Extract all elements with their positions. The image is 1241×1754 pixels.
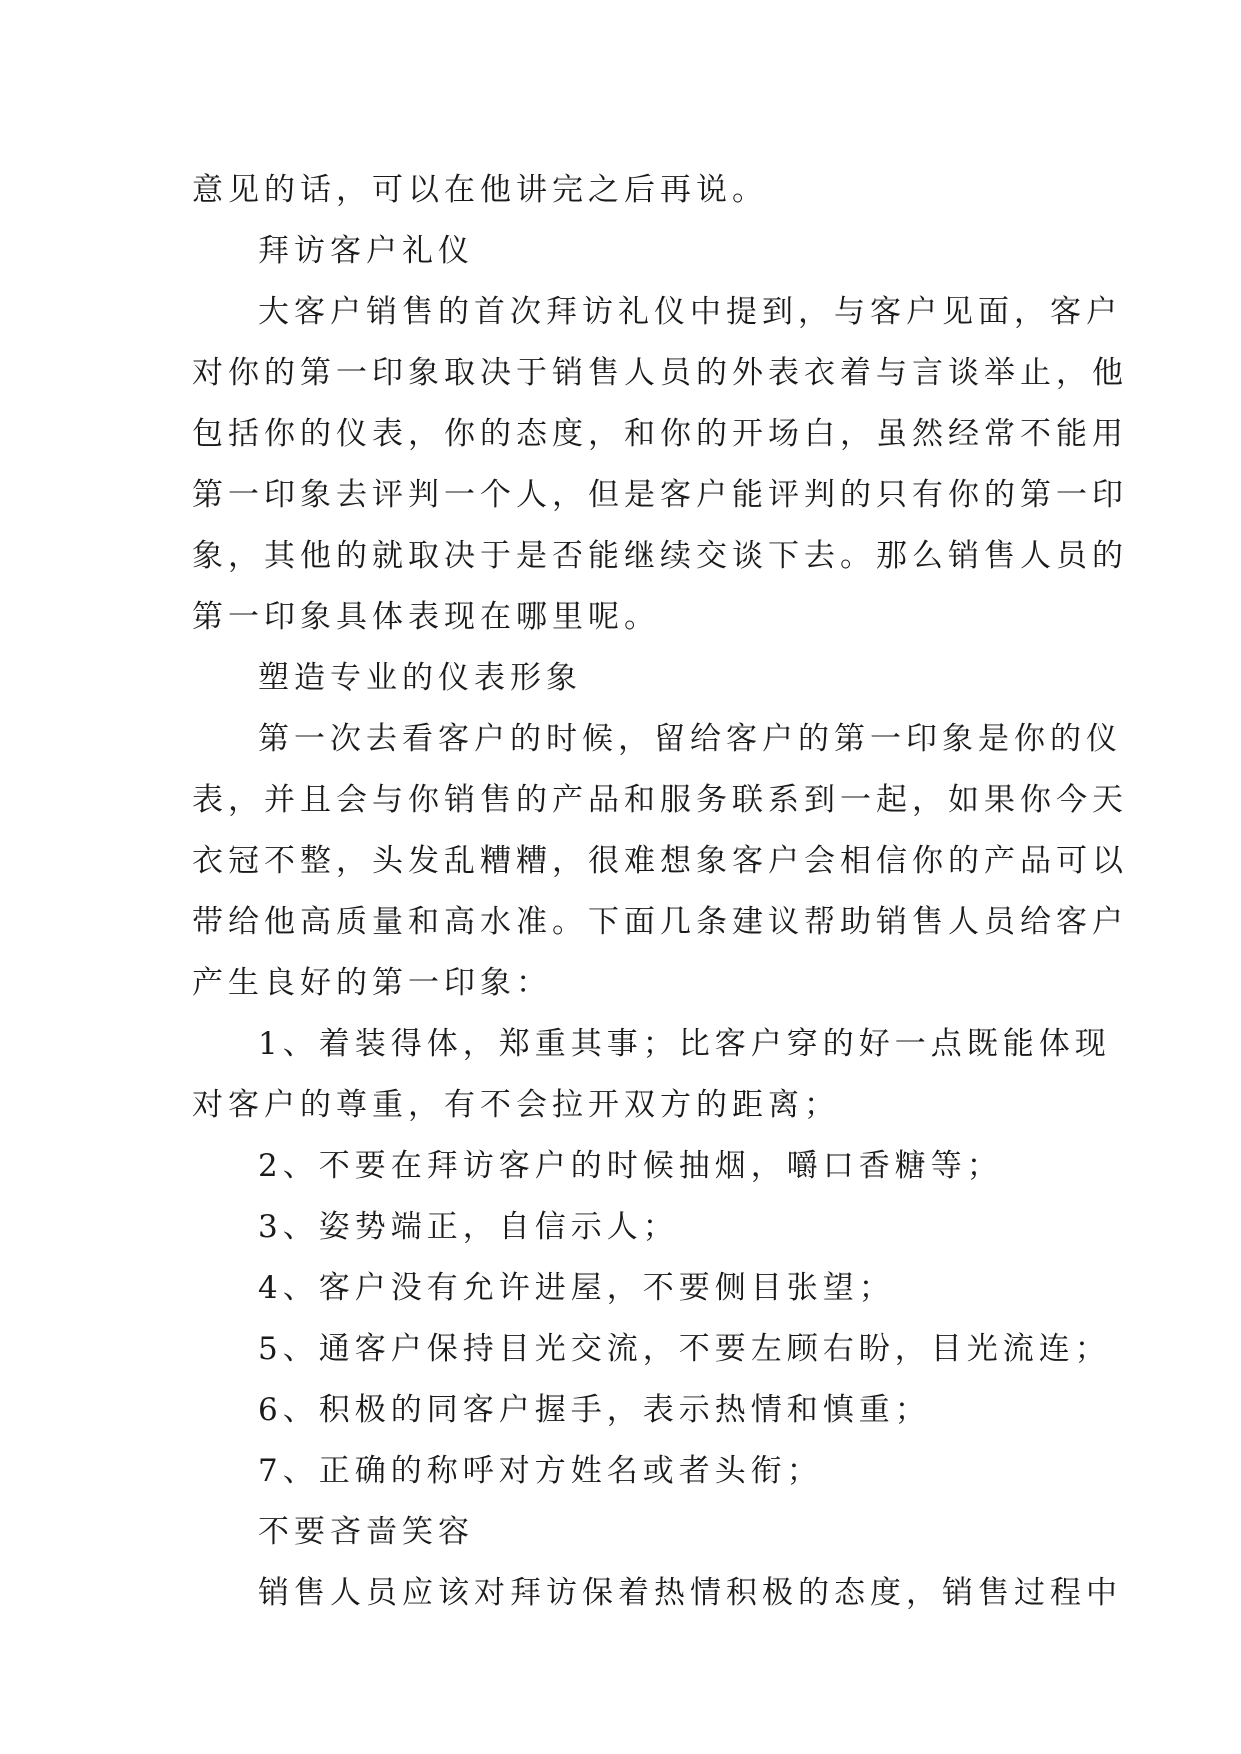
paragraph-line: 对你的第一印象取决于销售人员的外表衣着与言谈举止，他: [192, 355, 1128, 391]
list-item: 6、积极的同客户握手，表示热情和慎重；: [258, 1392, 931, 1428]
section-heading: 拜访客户礼仪: [258, 233, 474, 269]
list-item: 4、客户没有允许进屋，不要侧目张望；: [258, 1270, 895, 1306]
paragraph-line: 销售人员应该对拜访保着热情积极的态度，销售过程中: [258, 1575, 1122, 1611]
list-item: 2、不要在拜访客户的时候抽烟，嚼口香糖等；: [258, 1148, 1003, 1184]
paragraph-line: 表，并且会与你销售的产品和服务联系到一起，如果你今天: [192, 782, 1128, 818]
section-heading: 塑造专业的仪表形象: [258, 660, 582, 696]
paragraph-line: 大客户销售的首次拜访礼仪中提到，与客户见面，客户: [258, 294, 1122, 330]
paragraph-line: 产生良好的第一印象：: [192, 965, 552, 1001]
paragraph-line: 第一次去看客户的时候，留给客户的第一印象是你的仪: [258, 721, 1122, 757]
list-item: 1、着装得体，郑重其事；比客户穿的好一点既能体现: [258, 1026, 1111, 1062]
paragraph-line: 象，其他的就取决于是否能继续交谈下去。那么销售人员的: [192, 538, 1128, 574]
paragraph-line: 衣冠不整，头发乱糟糟，很难想象客户会相信你的产品可以: [192, 843, 1128, 879]
paragraph-line: 带给他高质量和高水准。下面几条建议帮助销售人员给客户: [192, 904, 1128, 940]
list-item: 7、正确的称呼对方姓名或者头衔；: [258, 1453, 823, 1489]
section-heading: 不要吝啬笑容: [258, 1514, 474, 1550]
paragraph-line: 意见的话，可以在他讲完之后再说。: [192, 172, 768, 208]
list-item-continuation: 对客户的尊重，有不会拉开双方的距离；: [192, 1087, 840, 1123]
list-item: 3、姿势端正，自信示人；: [258, 1209, 679, 1245]
paragraph-line: 第一印象去评判一个人，但是客户能评判的只有你的第一印: [192, 477, 1128, 513]
paragraph-line: 包括你的仪表，你的态度，和你的开场白，虽然经常不能用: [192, 416, 1128, 452]
paragraph-line: 第一印象具体表现在哪里呢。: [192, 599, 660, 635]
list-item: 5、通客户保持目光交流，不要左顾右盼，目光流连；: [258, 1331, 1111, 1367]
document-body: [192, 160, 1128, 1624]
